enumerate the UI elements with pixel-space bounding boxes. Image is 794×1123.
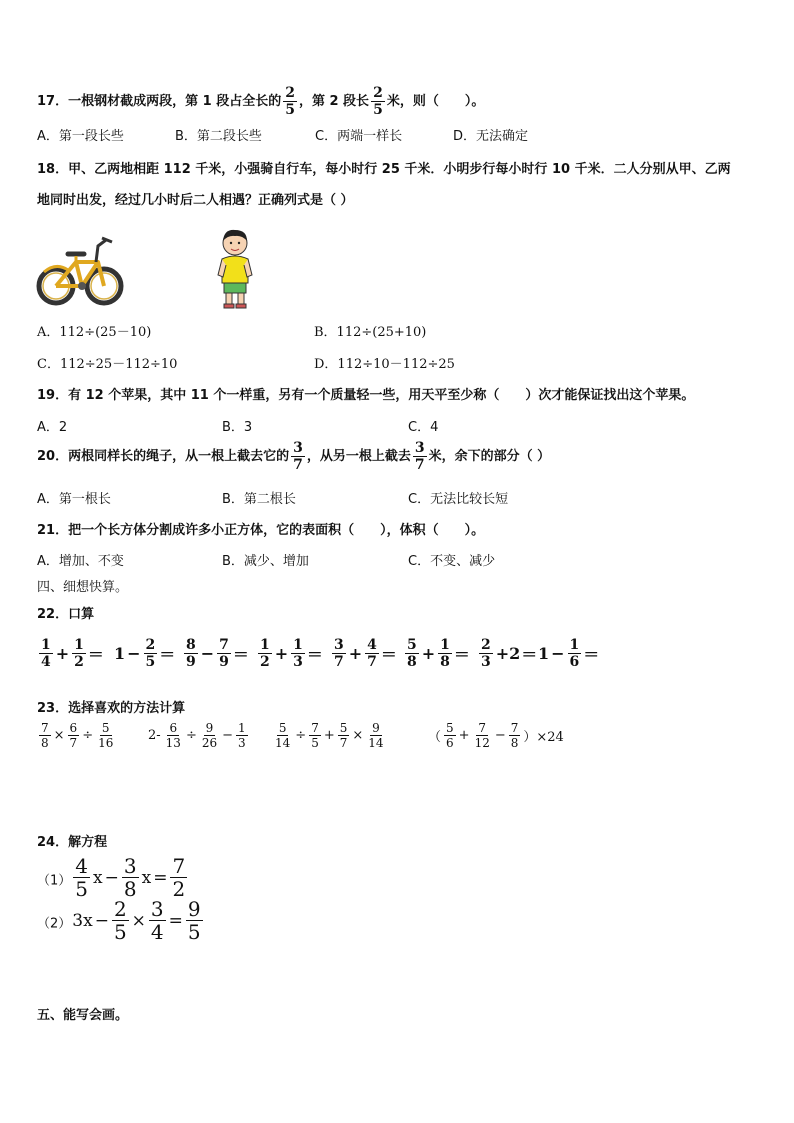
denominator: 7 <box>367 654 377 670</box>
q19-stem: 19．有 12 个苹果，其中 11 个一样重，另有一个质量轻一些，用天平至少称（ ）次才能保证找出这个苹果。 <box>37 388 695 403</box>
fraction <box>122 856 139 899</box>
q23-item-2 <box>147 722 250 749</box>
operator: ）×24 <box>523 730 564 745</box>
q17-option-a[interactable]: A．第一段长些 <box>37 129 124 144</box>
oral-calc-item <box>37 638 104 669</box>
fraction <box>217 638 231 669</box>
numerator: 1 <box>238 721 246 735</box>
bicycle-illustration <box>36 232 124 310</box>
operator: × <box>131 910 146 931</box>
q17-option-c[interactable]: C．两端一样长 <box>315 129 403 144</box>
denominator: 7 <box>334 654 344 670</box>
section-4-heading: 四、细想快算。 <box>37 580 129 595</box>
fraction <box>473 722 492 749</box>
equals-sign: ＝ <box>380 645 397 664</box>
oral-calc-item <box>330 638 397 669</box>
denominator: 16 <box>98 736 114 750</box>
operator: + <box>274 644 289 663</box>
q18-option-a[interactable]: A．112÷(25－10) <box>37 325 152 340</box>
q17-frac1: $\frac{2}{5}$ <box>285 85 295 118</box>
operator: = <box>168 910 183 931</box>
numerator: 7 <box>41 721 49 735</box>
denominator: 2 <box>172 877 186 901</box>
q20-frac1: $\frac{3}{7}$ <box>293 440 303 473</box>
fraction <box>366 722 385 749</box>
numerator: 7 <box>510 721 519 735</box>
operator: × <box>352 728 364 743</box>
operator: − <box>551 644 565 663</box>
operator: + <box>421 644 436 663</box>
fraction <box>479 638 493 669</box>
numerator: 1 <box>440 637 450 653</box>
operator: − <box>494 728 506 743</box>
denominator: 4 <box>150 920 164 944</box>
fraction <box>39 722 51 749</box>
operator: + <box>458 728 470 743</box>
fraction <box>186 899 203 942</box>
denominator: 12 <box>474 736 490 750</box>
denominator: 5 <box>75 877 89 901</box>
numerator: 1 <box>293 637 303 653</box>
denominator: 2 <box>74 654 84 670</box>
fraction <box>444 722 456 749</box>
fraction <box>258 638 272 669</box>
numerator: 7 <box>172 854 186 878</box>
denominator: 6 <box>446 736 454 750</box>
fraction <box>73 856 90 899</box>
operator: x <box>141 867 152 888</box>
q21-option-b[interactable]: B．减少、增加 <box>222 554 309 569</box>
fraction <box>72 638 86 669</box>
operator: +2 <box>495 644 521 663</box>
operator: + <box>55 644 70 663</box>
q22-title: 22．口算 <box>37 607 95 622</box>
q23-item-4 <box>427 722 565 749</box>
denominator: 3 <box>293 654 303 670</box>
denominator: 9 <box>219 654 229 670</box>
denominator: 8 <box>123 877 137 901</box>
q19-option-a[interactable]: A．2 <box>37 420 68 435</box>
numerator: 6 <box>169 721 178 735</box>
operator: 2- <box>148 728 161 743</box>
denominator: 6 <box>569 654 580 670</box>
q21-option-a[interactable]: A．增加、不变 <box>37 554 124 569</box>
operator: − <box>104 867 119 888</box>
operator: ÷ <box>185 728 197 743</box>
operator: 3x <box>72 910 93 931</box>
fraction <box>273 722 292 749</box>
q18-option-b[interactable]: B．112÷(25+10) <box>314 325 427 340</box>
numerator: 1 <box>569 637 580 653</box>
numerator: 1 <box>260 637 270 653</box>
fraction <box>170 856 187 899</box>
q20-frac2: $\frac{3}{7}$ <box>414 440 425 473</box>
operator: 1 <box>538 644 550 663</box>
equals-sign: ＝ <box>521 645 538 664</box>
q24-equation-2 <box>37 899 205 942</box>
denominator: 3 <box>238 736 246 750</box>
q17-option-d[interactable]: D．无法确定 <box>453 129 529 144</box>
q17-option-b[interactable]: B．第二段长些 <box>175 129 262 144</box>
operator: − <box>200 644 215 663</box>
section-5-heading: 五、能写会画。 <box>37 1008 129 1023</box>
operator: − <box>222 728 234 743</box>
denominator: 9 <box>186 654 196 670</box>
operator: ÷ <box>82 728 94 743</box>
denominator: 4 <box>41 654 51 670</box>
numerator: 3 <box>123 854 137 878</box>
fraction <box>338 722 350 749</box>
oral-calc-item <box>537 638 599 669</box>
denominator: 2 <box>260 654 270 670</box>
q24-title: 24．解方程 <box>37 835 108 850</box>
numerator: 4 <box>75 854 89 878</box>
fraction <box>438 638 452 669</box>
equals-sign: ＝ <box>583 645 600 664</box>
operator: + <box>348 644 363 663</box>
denominator: 14 <box>368 736 384 750</box>
numerator: 1 <box>41 637 51 653</box>
q17-frac2: $\frac{2}{5}$ <box>373 85 383 118</box>
denominator: 26 <box>201 736 218 750</box>
fraction <box>291 638 305 669</box>
q18-stem-line1: 18．甲、乙两地相距 112 千米，小强骑自行车，每小时行 25 千米．小明步行每小时行 10 千米．二人分别从甲、乙两 <box>37 162 731 177</box>
fraction <box>96 722 115 749</box>
fraction <box>365 638 379 669</box>
oral-calc-item <box>113 638 175 669</box>
fraction <box>405 638 419 669</box>
oral-calc-item <box>403 638 470 669</box>
q23-item-1 <box>37 722 117 749</box>
operator: = <box>153 867 168 888</box>
fraction <box>332 638 346 669</box>
q23-item-3 <box>271 722 388 749</box>
fraction <box>164 722 183 749</box>
operator: x <box>93 867 103 888</box>
q23-title: 23．选择喜欢的方法计算 <box>37 701 186 716</box>
numerator: 4 <box>367 637 377 653</box>
fraction <box>144 638 158 669</box>
numerator: 9 <box>205 721 214 735</box>
operator: （ <box>428 730 442 745</box>
q21-stem: 21．把一个长方体分割成许多小正方体，它的表面积（ ），体积（ ）。 <box>37 523 485 538</box>
fraction <box>200 722 219 749</box>
denominator: 8 <box>440 654 450 670</box>
q18-stem-line2: 地同时出发，经过几小时后二人相遇？正确列式是（ ） <box>37 193 354 208</box>
numerator: 5 <box>446 721 454 735</box>
numerator: 5 <box>339 721 348 735</box>
equals-sign: ＝ <box>453 645 470 664</box>
oral-calc-item <box>477 638 537 669</box>
fraction <box>112 899 129 942</box>
operator: × <box>53 728 65 743</box>
q18-option-d[interactable]: D．112÷10－112÷25 <box>314 357 455 372</box>
q20-option-a[interactable]: A．第一根长 <box>37 492 111 507</box>
equals-sign: ＝ <box>87 645 104 664</box>
fraction <box>68 722 80 749</box>
equation-label: （1） <box>37 873 72 889</box>
operator: − <box>94 910 109 931</box>
numerator: 7 <box>311 721 319 735</box>
fraction <box>184 638 198 669</box>
oral-calc-item <box>182 638 249 669</box>
q24-equation-1 <box>37 856 189 899</box>
oral-calc-item <box>256 638 323 669</box>
denominator: 8 <box>407 654 417 670</box>
denominator: 5 <box>187 920 201 944</box>
boy-illustration <box>214 229 256 309</box>
denominator: 5 <box>113 920 127 944</box>
equals-sign: ＝ <box>232 645 249 664</box>
q18-option-c[interactable]: C．112÷25－112÷10 <box>37 357 178 372</box>
operator: ÷ <box>295 728 307 743</box>
numerator: 7 <box>478 721 487 735</box>
numerator: 9 <box>372 721 380 735</box>
numerator: 5 <box>278 721 287 735</box>
fraction <box>309 722 321 749</box>
fraction <box>149 899 166 942</box>
numerator: 2 <box>481 637 491 653</box>
denominator: 14 <box>275 736 291 750</box>
fraction <box>236 722 248 749</box>
q19-option-b[interactable]: B．3 <box>222 420 253 435</box>
numerator: 3 <box>334 637 344 653</box>
fraction <box>39 638 53 669</box>
numerator: 5 <box>101 721 110 735</box>
denominator: 13 <box>165 736 181 750</box>
numerator: 8 <box>186 637 196 653</box>
denominator: 5 <box>311 736 319 750</box>
denominator: 3 <box>481 654 491 670</box>
numerator: 7 <box>219 637 229 653</box>
denominator: 7 <box>69 736 78 750</box>
q20-option-c[interactable]: C．无法比较长短 <box>408 492 509 507</box>
fraction <box>568 638 582 669</box>
q19-option-c[interactable]: C．4 <box>408 420 439 435</box>
equation-label: （2） <box>37 916 72 932</box>
fraction <box>509 722 521 749</box>
equals-sign: ＝ <box>159 645 176 664</box>
numerator: 2 <box>113 897 127 921</box>
denominator: 8 <box>510 736 519 750</box>
denominator: 8 <box>41 736 49 750</box>
q20-option-b[interactable]: B．第二根长 <box>222 492 296 507</box>
operator: + <box>323 728 335 743</box>
numerator: 2 <box>145 637 156 653</box>
q20-stem: 20．两根同样长的绳子，从一根上截去它的 $\frac{3}{7}$ ，从另一根上截去 $\frac{3}{7}$ 米，余下的部分（ ） <box>37 440 551 473</box>
denominator: 5 <box>145 654 156 670</box>
numerator: 9 <box>187 897 201 921</box>
numerator: 1 <box>74 637 84 653</box>
numerator: 5 <box>407 637 417 653</box>
operator: − <box>127 644 141 663</box>
numerator: 3 <box>150 897 164 921</box>
operator: 1 <box>114 644 126 663</box>
denominator: 7 <box>339 736 348 750</box>
equals-sign: ＝ <box>306 645 323 664</box>
numerator: 6 <box>69 721 78 735</box>
q21-option-c[interactable]: C．不变、减少 <box>408 554 496 569</box>
q17-stem: 17．一根钢材截成两段，第 1 段占全长的 $\frac{2}{5}$ ，第 2 段长 $\frac{2}{5}$ 米，则（ ）。 <box>37 85 485 118</box>
